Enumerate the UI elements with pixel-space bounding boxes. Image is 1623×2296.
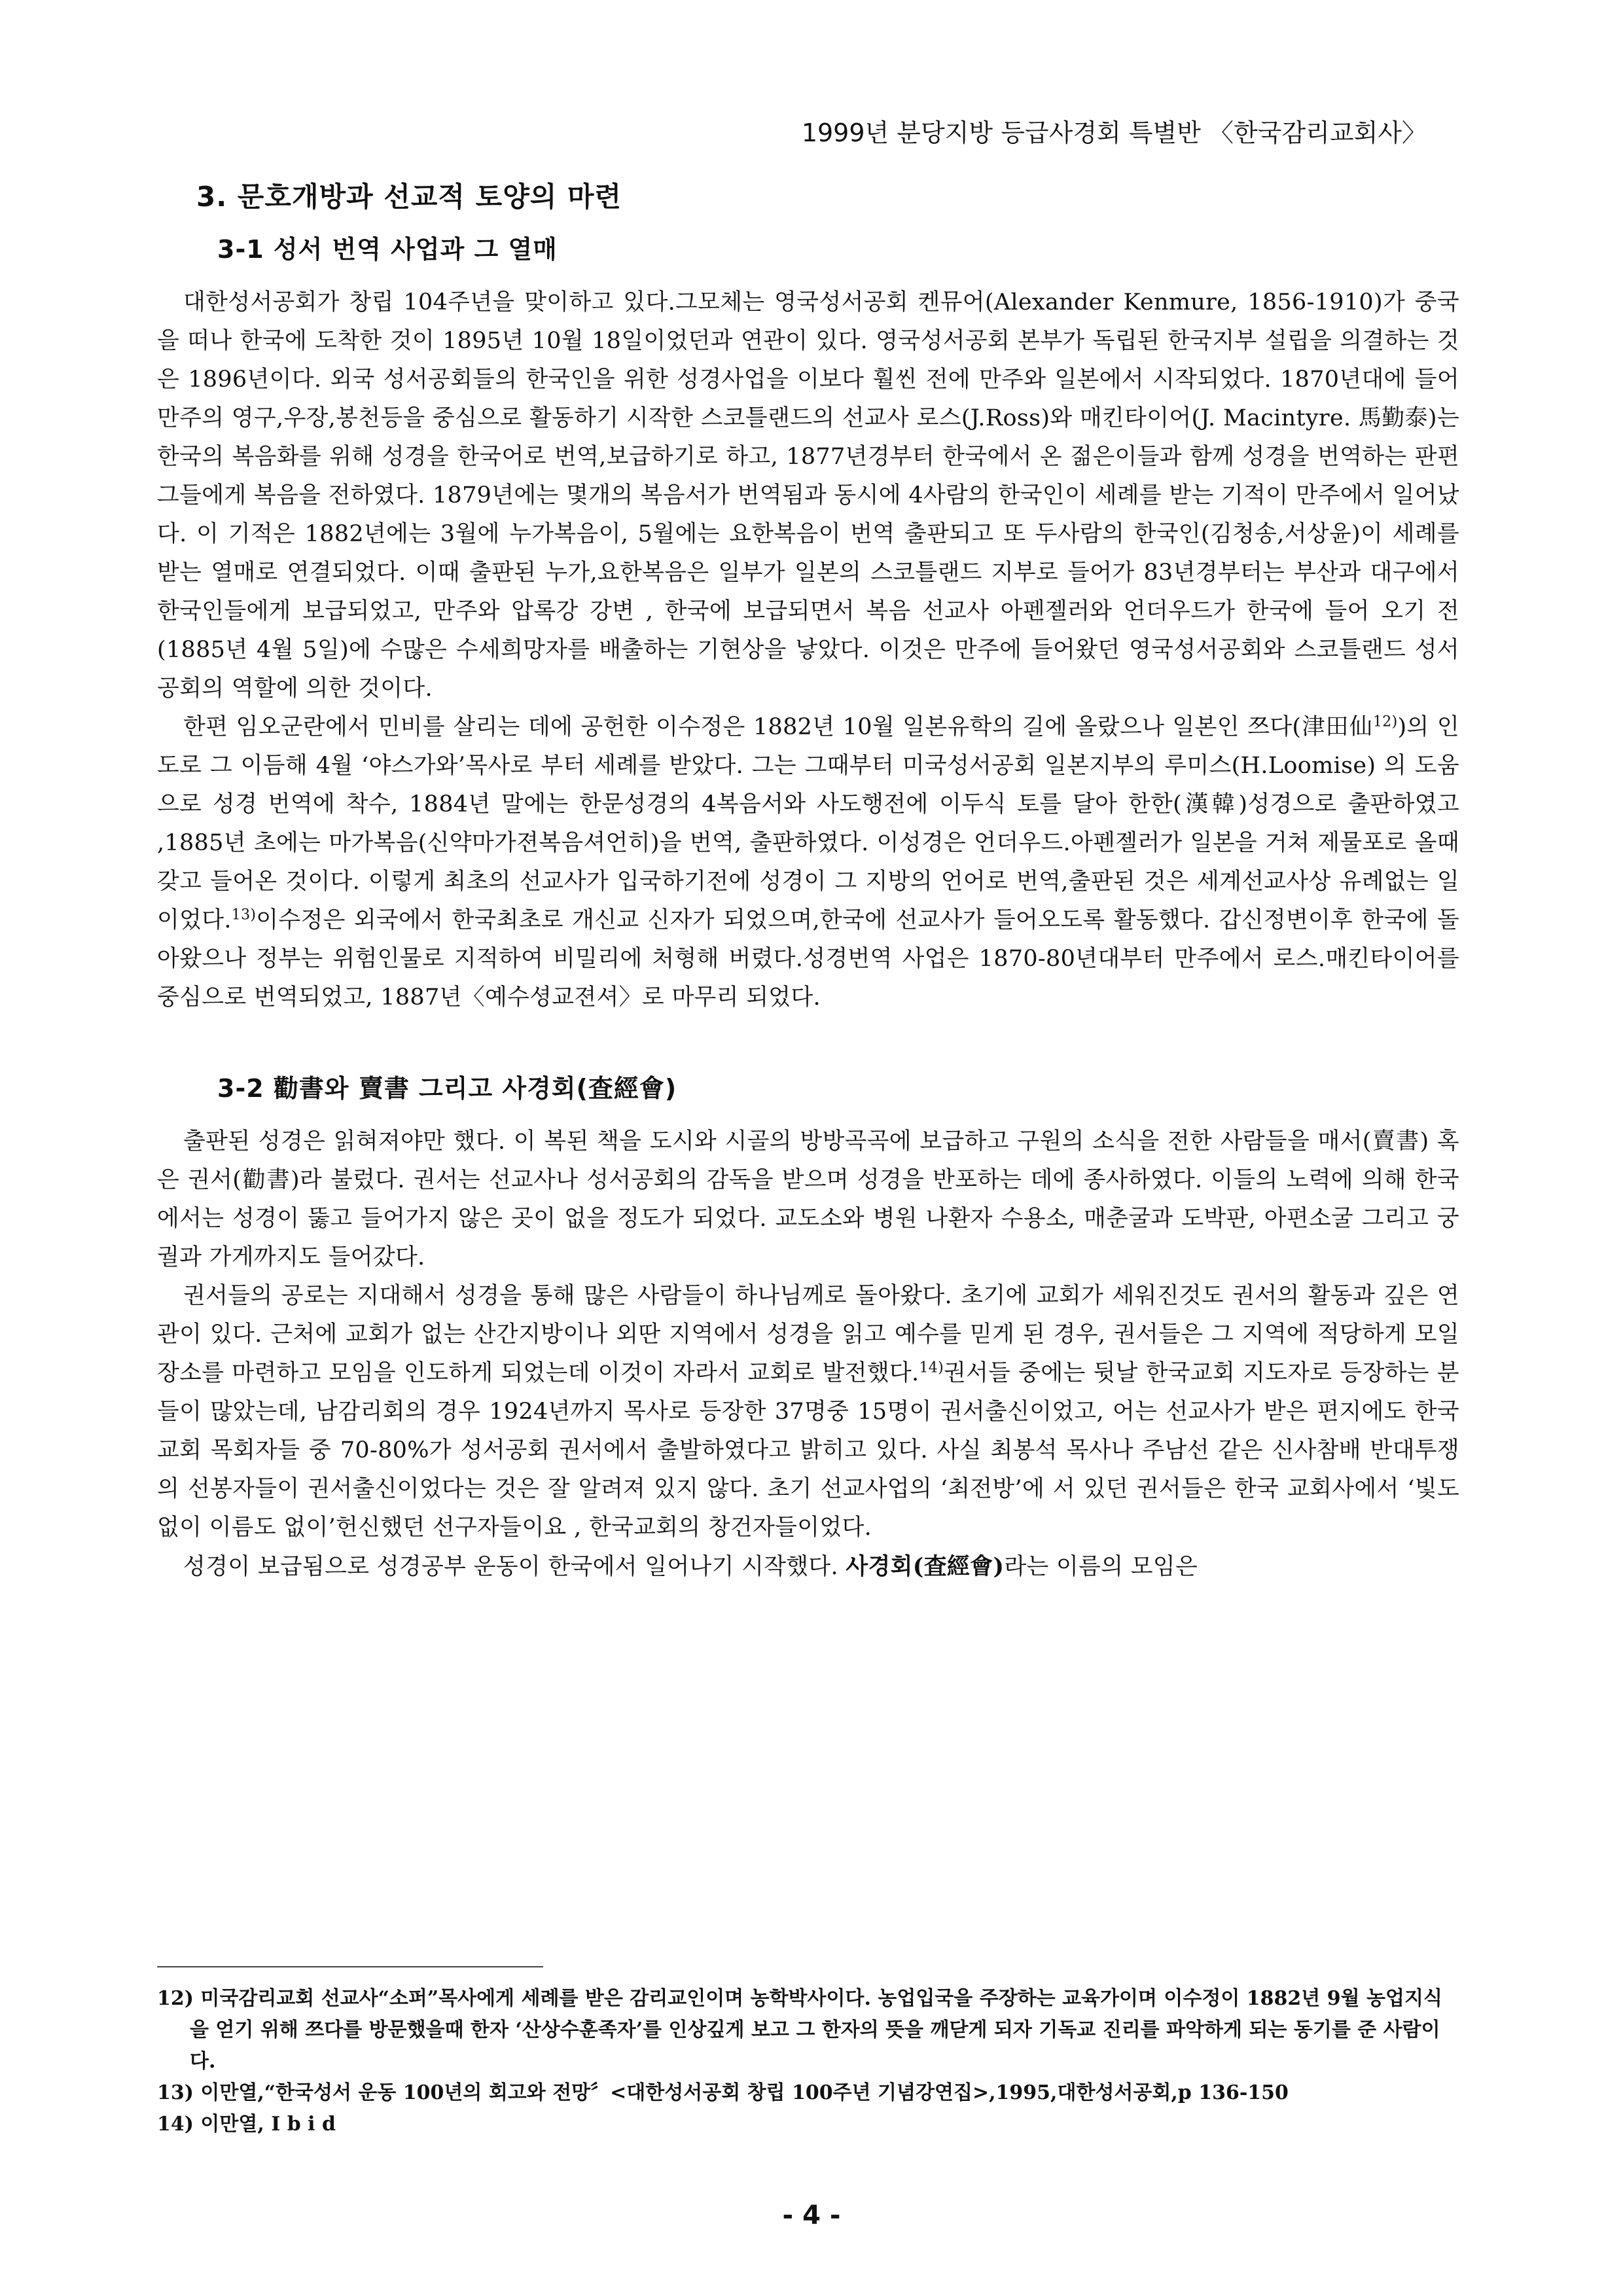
paragraph: 대한성서공회가 창립 104주년을 맞이하고 있다.그모체는 영국성서공회 켄뮤어(Alexander Kenmure, 1856-1910)가 중국을 떠나 한국에 도착한 것이 1895년 10월 18일이었던과 연관이 있다. 영국성서공회 본부가 독립된 한국지부 설립을 의결하는 것은 1896년이다. 외국 성서공회들의 한국인을 위한 성경사업을 이보다 훨씬 전에 만주와 일본에서 시작되었다. 1870년대에 들어 만주의 영구,우장,봉천등을 중심으로 활동하기 시작한 스코틀랜드의 선교사 로스(J.Ross)와 매킨타이어(J. Macintyre. 馬勤泰)는 한국의 복음화를 위해 성경을 한국어로 번역,보급하기로 하고, 1877년경부터 한국에서 온 젊은이들과 함께 성경을 번역하는 판편 그들에게 복음을 전하였다. 1879년에는 몇개의 복음서가 번역됨과 동시에 4사람의 한국인이 세례를 받는 기적이 만주에서 일어났다. 이 기적은 1882년에는 3월에 누가복음이, 5월에는 요한복음이 번역 출판되고 또 두사람의 한국인(김청송,서상윤)이 세례를 받는 열매로 연결되었다. 이때 출판된 누가,요한복음은 일부가 일본의 스코틀랜드 지부로 들어가 83년경부터는 부산과 대구에서 한국인들에게 보급되었고, 만주와 압록강 강변 , 한국에 보급되면서 복음 선교사 아펜젤러와 언더우드가 한국에 들어 오기 전(1885년 4월 5일)에 수많은 수세희망자를 배출하는 기현상을 낳았다. 이것은 만주에 들어왔던 영국성서공회와 스코틀랜드 성서공회의 역할에 의한 것이다.	[157, 289, 1459, 702]
paragraph-text: 한편 임오군란에서 민비를 살리는 데에 공헌한 이수정은 1882년 10월 일본유학의 길에 올랐으나 일본인 쯔다(津田仙	[183, 714, 1373, 740]
footnote-ref-13: 13)	[231, 906, 257, 924]
running-header: 1999년 분당지방 등급사경회 특별반 〈한국감리교회사〉	[801, 118, 1427, 147]
paragraph-text: 이수정은 외국에서 한국최초로 개신교 신자가 되었으며,한국에 선교사가 들어오도록 활동했다. 갑신정변이후 한국에 돌아왔으나 정부는 위험인물로 지적하여 비밀리에 처형해 버렸다.성경번역 사업은 1870-80년대부터 만주에서 로스.매킨타이어를 중심으로 번역되었고, 1887년〈예수셩교젼셔〉로 마무리 되었다.	[157, 907, 1459, 1011]
paragraph: 출판된 성경은 읽혀져야만 했다. 이 복된 책을 도시와 시골의 방방곡곡에 보급하고 구원의 소식을 전한 사람들을 매서(賣書) 혹은 권서(勸書)라 불렀다. 권서는 선교사나 성서공회의 감독을 받으며 성경을 반포하는 데에 종사하였다. 이들의 노력에 의해 한국에서는 성경이 뚫고 들어가지 않은 곳이 없을 정도가 되었다. 교도소와 병원 나환자 수용소, 매춘굴과 도박판, 아편소굴 그리고 궁궐과 가게까지도 들어갔다.	[157, 1128, 1459, 1270]
paragraph-text: 라는 이름의 모임은	[1004, 1554, 1198, 1580]
footnote-14: 14) 이만열, I b i d	[157, 2113, 336, 2136]
section-title: 3. 문호개방과 선교적 토양의 마련	[196, 181, 622, 213]
footnote-ref-12: 12)	[1372, 713, 1398, 730]
paragraph-text: )의 인도로 그 이듬해 4월 ‘야스가와’목사로 부터 세례를 받았다. 그는 그때부터 미국성서공회 일본지부의 루미스(H.Loomise) 의 도움으로 성경 번역에 착수, 1884년 말에는 한문성경의 4복음서와 사도행전에 이두식 토를 달아 한한(漢韓)성경으로 출판하였고 ,1885년 초에는 마가복음(신약마가젼복음셔언히)을 번역, 출판하였다. 이성경은 언더우드.아펜젤러가 일본을 거쳐 제물포로 올때 갖고 들어온 것이다. 이렇게 최초의 선교사가 입국하기전에 성경이 그 지방의 언어로 번역,출판된 것은 세계선교사상 유례없는 일이었다.	[157, 714, 1459, 933]
paragraph	[157, 708, 1459, 1017]
page-number: - 4 -	[782, 2200, 841, 2231]
paragraph	[157, 1547, 1459, 1587]
footnote-12: 12) 미국감리교회 선교사“소퍼”목사에게 세례를 받은 감리교인이며 농학박사이다. 농업입국을 주장하는 교육가이며 이수정이 1882년 9월 농업지식을 얻기 위해 쯔다를 방문했을때 한자 ‘산상수훈족자’를 인상깊게 보고 그 한자의 뜻을 깨닫게 되자 기독교 진리를 파악하게 되는 동기를 준 사람이다.	[157, 1987, 1442, 2073]
paragraph-text: 권서들 중에는 뒷날 한국교회 지도자로 등장하는 분들이 많았는데, 남감리회의 경우 1924년까지 목사로 등장한 37명중 15명이 권서출신이었고, 어는 선교사가 받은 편지에도 한국교회 목회자들 중 70-80%가 성서공회 권서에서 출발하였다고 밝히고 있다. 사실 최봉석 목사나 주남선 같은 신사참배 반대투쟁의 선봉자들이 권서출신이었다는 것은 잘 알려져 있지 않다. 초기 선교사업의 ‘최전방’에 서 있던 권서들은 한국 교회사에서 ‘빛도 없이 이름도 없이’헌신했던 선구자들이요 , 한국교회의 창건자들이었다.	[157, 1360, 1459, 1541]
subsection-title-3-2: 3-2 勸書와 賣書 그리고 사경회(査經會)	[217, 1074, 677, 1103]
footnote-ref-14: 14)	[919, 1359, 944, 1376]
footnotes	[157, 1983, 1459, 2140]
paragraph	[157, 1277, 1459, 1547]
subsection-title-3-1: 3-1 성서 번역 사업과 그 열매	[217, 235, 558, 264]
paragraph-text: 권서들의 공로는 지대해서 성경을 통해 많은 사람들이 하나님께로 돌아왔다. 초기에 교회가 세워진것도 권서의 활동과 깊은 연관이 있다. 근처에 교회가 없는 산간지방이나 외딴 지역에서 성경을 읽고 예수를 믿게 된 경우, 권서들은 그 지역에 적당하게 모일 장소를 마련하고 모임을 인도하게 되었는데 이것이 자라서 교회로 발전했다.	[157, 1283, 1459, 1386]
footnote-13: 13) 이만열,“한국성서 운동 100년의 회고와 전망〞<대한성서공회 창립 100주년 기념강연집>,1995,대한성서공회,p 136-150	[157, 2081, 1289, 2104]
bold-term: 사경회(査經會)	[846, 1553, 1005, 1580]
main-content	[157, 175, 1459, 1587]
paragraph-text: 성경이 보급됨으로 성경공부 운동이 한국에서 일어나기 시작했다.	[183, 1554, 846, 1580]
footnote-divider	[157, 1966, 543, 1967]
